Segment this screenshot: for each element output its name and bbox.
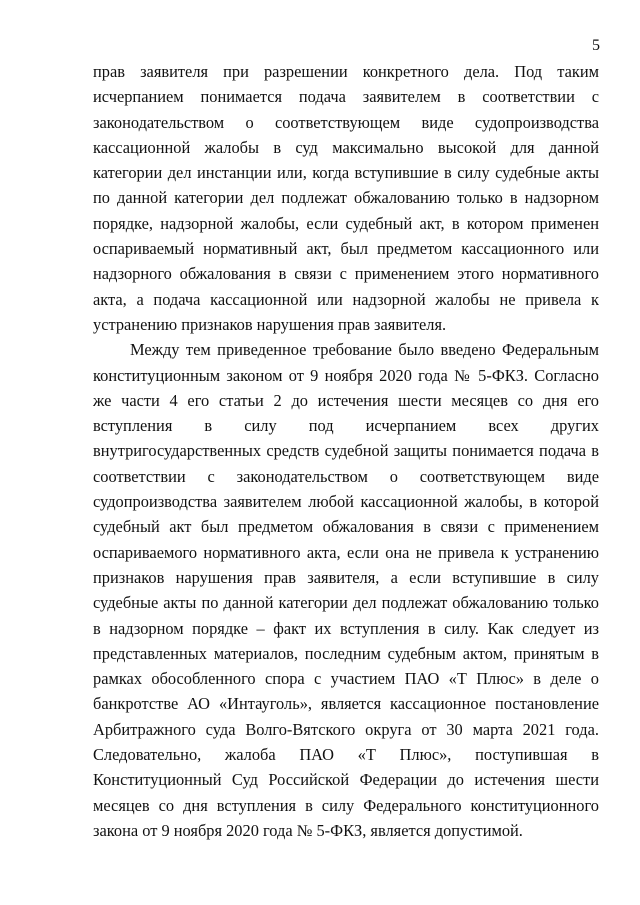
document-body [93, 59, 599, 843]
page-number: 5 [592, 37, 600, 54]
paragraph-continuation: прав заявителя при разрешении конкретного дела. Под таким исчерпанием понимается подача заявителем в соответствии с законодательством о соответствующем виде судопроизводства кассационной жалобы в суд максимально высокой для данной категории дел инстанции или, когда вступившие в силу судебные акты по данной категории дел подлежат обжалованию только в надзорном порядке, надзорной жалобы, если судебный акт, в котором применен оспариваемый нормативный акт, был предметом кассационного или надзорного обжалования в связи с применением этого нормативного акта, а подача кассационной или надзорной жалобы не привела к устранению признаков нарушения прав заявителя. [93, 62, 599, 334]
paragraph-main: Между тем приведенное требование было введено Федеральным конституционным законом от 9 ноября 2020 года № 5-ФКЗ. Согласно же части 4 его статьи 2 до истечения шести месяцев со дня его вступления в силу под исчерпанием всех других внутригосударственных средств судебной защиты понимается подача в соответствии с законодательством о соответствующем виде судопроизводства заявителем любой кассационной жалобы, в которой судебный акт был предметом обжалования в связи с применением оспариваемого нормативного акта, если она не привела к устранению признаков нарушения прав заявителя, а если вступившие в силу судебные акты по данной категории дел подлежат обжалованию только в надзорном порядке – факт их вступления в силу. Как следует из представленных материалов, последним судебным актом, принятым в рамках обособленного спора с участием ПАО «Т Плюс» в деле о банкротстве АО «Интауголь», является кассационное постановление Арбитражного суда Волго-Вятского округа от 30 марта 2021 года. Следовательно, жалоба ПАО «Т Плюс», поступившая в Конституционный Суд Российской Федерации до истечения шести месяцев со дня вступления в силу Федерального конституционного закона от 9 ноября 2020 года № 5-ФКЗ, является допустимой. [93, 340, 599, 840]
